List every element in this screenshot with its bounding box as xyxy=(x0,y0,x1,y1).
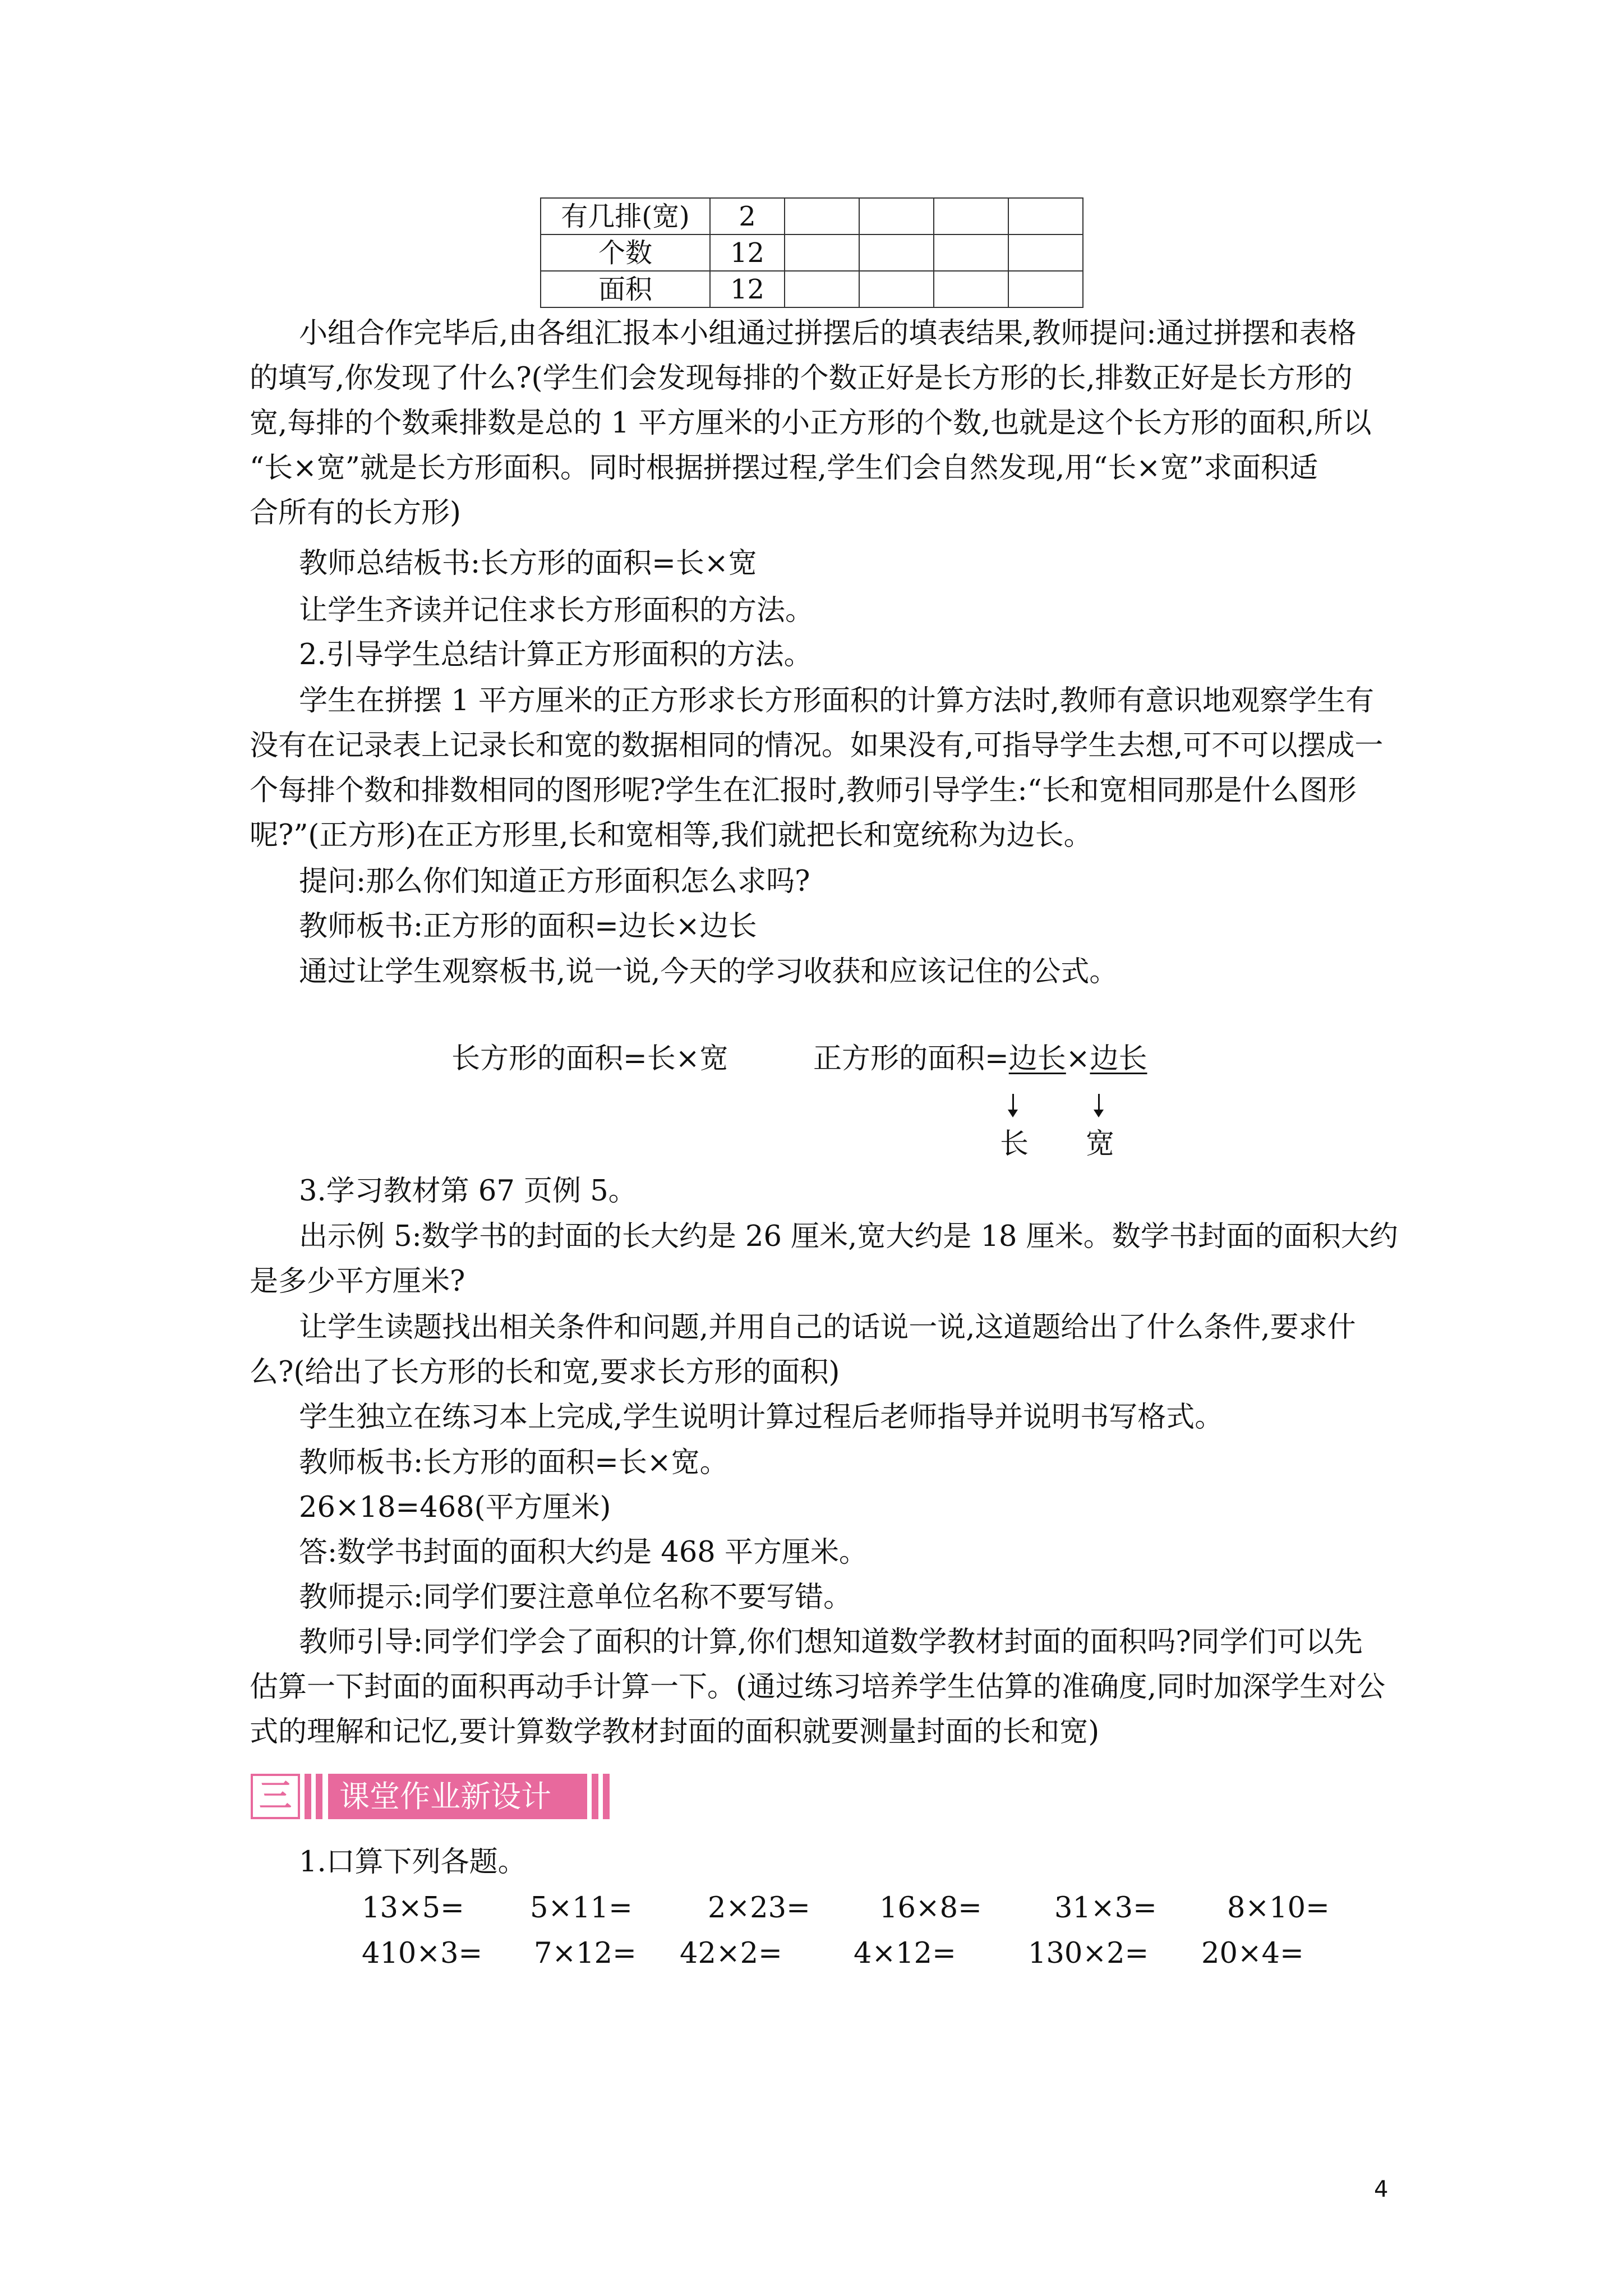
table-cell xyxy=(785,234,859,271)
table-cell xyxy=(934,271,1008,307)
paragraph-line: 教师引导:同学们学会了面积的计算,你们想知道数学教材封面的面积吗?同学们可以先 xyxy=(299,1626,1363,1659)
exercise-item: 7×12= xyxy=(534,1937,637,1970)
paragraph-line: 是多少平方厘米? xyxy=(250,1265,465,1298)
paragraph-line: 呢?”(正方形)在正方形里,长和宽相等,我们就把长和宽统称为边长。 xyxy=(250,819,1092,852)
exercise-item: 410×3= xyxy=(362,1937,483,1970)
section-number: 三 xyxy=(251,1774,300,1819)
exercise-item: 42×2= xyxy=(680,1937,782,1970)
table-cell xyxy=(1008,198,1083,234)
paragraph-line: 出示例 5:数学书的封面的长大约是 26 厘米,宽大约是 18 厘米。数学书封面的面积大约 xyxy=(299,1220,1398,1253)
section-banner xyxy=(251,1774,617,1819)
exercise-item: 16×8= xyxy=(879,1892,982,1925)
table-header-cell: 面积 xyxy=(541,271,710,307)
paragraph-line: 没有在记录表上记录长和宽的数据相同的情况。如果没有,可指导学生去想,可不可以摆成一 xyxy=(250,729,1384,762)
paragraph-line: 让学生齐读并记住求长方形面积的方法。 xyxy=(299,594,814,627)
paragraph-line: 学生独立在练习本上完成,学生说明计算过程后老师指导并说明书写格式。 xyxy=(299,1401,1224,1434)
paragraph-line: 合所有的长方形) xyxy=(250,496,461,530)
record-table xyxy=(540,197,1083,308)
side-length-2: 边长 xyxy=(1090,1042,1147,1075)
paragraph-line: 式的理解和记忆,要计算数学教材封面的面积就要测量封面的长和宽) xyxy=(250,1715,1100,1749)
section-title: 课堂作业新设计 xyxy=(328,1774,587,1819)
table-cell xyxy=(859,271,934,307)
banner-stripe xyxy=(592,1774,598,1819)
width-label: 宽 xyxy=(1086,1128,1115,1161)
paragraph-line: 答:数学书封面的面积大约是 468 平方厘米。 xyxy=(299,1536,868,1569)
exercise-item: 130×2= xyxy=(1028,1937,1149,1970)
table-cell xyxy=(934,198,1008,234)
paragraph-line: 小组合作完毕后,由各组汇报本小组通过拼摆后的填表结果,教师提问:通过拼摆和表格 xyxy=(299,317,1357,350)
paragraph-line: 教师总结板书:长方形的面积=长×宽 xyxy=(299,547,757,580)
banner-stripe xyxy=(603,1774,610,1819)
table-row xyxy=(541,198,1083,234)
paragraph-line: 3.学习教材第 67 页例 5。 xyxy=(299,1175,637,1208)
table-cell xyxy=(785,198,859,234)
square-area-formula xyxy=(813,1042,1147,1076)
paragraph-line: 宽,每排的个数乘排数是总的 1 平方厘米的小正方形的个数,也就是这个长方形的面积,所以 xyxy=(250,407,1372,440)
paragraph-line: 教师板书:长方形的面积=长×宽。 xyxy=(299,1446,728,1479)
banner-stripe xyxy=(305,1774,311,1819)
table-cell xyxy=(785,271,859,307)
page-number: 4 xyxy=(1374,2177,1389,2202)
paragraph-line: 2.引导学生总结计算正方形面积的方法。 xyxy=(299,638,813,671)
table-row xyxy=(541,234,1083,271)
exercise-title: 1.口算下列各题。 xyxy=(299,1846,527,1879)
table-cell: 12 xyxy=(710,234,785,271)
table-cell xyxy=(1008,234,1083,271)
table-cell xyxy=(1008,271,1083,307)
exercise-item: 31×3= xyxy=(1054,1892,1157,1925)
table-cell xyxy=(859,198,934,234)
paragraph-line: 么?(给出了长方形的长和宽,要求长方形的面积) xyxy=(250,1356,840,1389)
paragraph-line: 通过让学生观察板书,说一说,今天的学习收获和应该记住的公式。 xyxy=(299,955,1118,988)
paragraph-line: 的填写,你发现了什么?(学生们会发现每排的个数正好是长方形的长,排数正好是长方形的 xyxy=(250,362,1353,395)
exercise-item: 20×4= xyxy=(1201,1937,1304,1970)
paragraph-line: 估算一下封面的面积再动手计算一下。(通过练习培养学生估算的准确度,同时加深学生对公 xyxy=(250,1671,1386,1704)
exercise-item: 5×11= xyxy=(530,1892,633,1925)
paragraph-line: 个每排个数和排数相同的图形呢?学生在汇报时,教师引导学生:“长和宽相同那是什么图形 xyxy=(250,774,1357,807)
table-header-cell: 个数 xyxy=(541,234,710,271)
exercise-item: 4×12= xyxy=(854,1937,956,1970)
table-header-cell: 有几排(宽) xyxy=(541,198,710,234)
table-cell xyxy=(934,234,1008,271)
banner-stripe xyxy=(316,1774,322,1819)
table-cell: 12 xyxy=(710,271,785,307)
paragraph-line: 26×18=468(平方厘米) xyxy=(299,1491,611,1524)
down-arrow-icon xyxy=(1012,1094,1014,1111)
paragraph-line: “长×宽”就是长方形面积。同时根据拼摆过程,学生们会自然发现,用“长×宽”求面积适 xyxy=(250,452,1318,485)
formula-prefix: 正方形的面积= xyxy=(813,1042,1009,1075)
paragraph-line: 学生在拼摆 1 平方厘米的正方形求长方形面积的计算方法时,教师有意识地观察学生有 xyxy=(299,684,1375,717)
times-sign: × xyxy=(1066,1042,1090,1075)
paragraph-line: 提问:那么你们知道正方形面积怎么求吗? xyxy=(299,865,810,898)
rect-area-formula: 长方形的面积=长×宽 xyxy=(451,1042,728,1075)
exercise-item: 13×5= xyxy=(362,1892,464,1925)
length-label: 长 xyxy=(1000,1128,1029,1161)
paragraph-line: 让学生读题找出相关条件和问题,并用自己的话说一说,这道题给出了什么条件,要求什 xyxy=(299,1311,1356,1344)
table-cell: 2 xyxy=(710,198,785,234)
table-cell xyxy=(859,234,934,271)
paragraph-line: 教师板书:正方形的面积=边长×边长 xyxy=(299,910,757,943)
paragraph-line: 教师提示:同学们要注意单位名称不要写错。 xyxy=(299,1581,852,1614)
exercise-item: 8×10= xyxy=(1227,1892,1330,1925)
side-length-1: 边长 xyxy=(1008,1042,1066,1075)
table-row xyxy=(541,271,1083,307)
exercise-item: 2×23= xyxy=(708,1892,810,1925)
down-arrow-icon xyxy=(1098,1094,1100,1111)
